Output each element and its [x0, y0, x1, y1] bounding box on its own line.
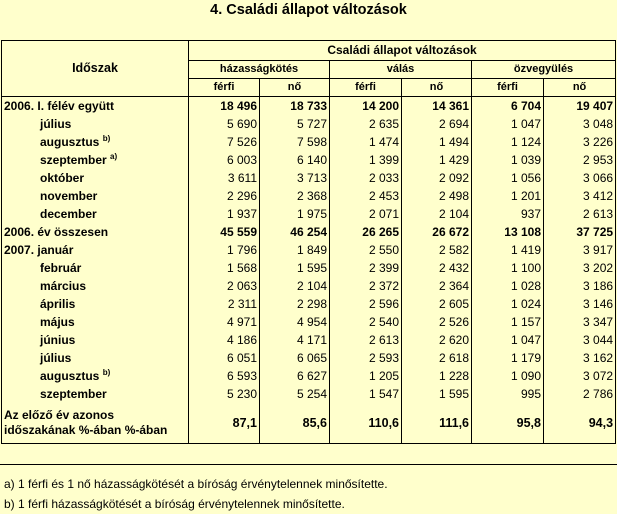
table-row [2, 241, 616, 259]
table-row [2, 133, 616, 151]
data-cell: 1 056 [472, 169, 544, 187]
row-label-text: július [40, 117, 72, 131]
data-cell: 1 100 [472, 259, 544, 277]
data-cell: 2 033 [330, 169, 402, 187]
comparison-cell: 95,8 [472, 403, 544, 444]
data-cell: 7 598 [260, 133, 330, 151]
data-cell: 2 526 [402, 313, 472, 331]
row-label-text: szeptember [40, 153, 107, 167]
data-cell: 7 526 [189, 133, 260, 151]
table-row [2, 205, 616, 223]
data-cell: 2 786 [544, 385, 616, 403]
data-cell: 1 090 [472, 367, 544, 385]
data-cell: 2 635 [330, 115, 402, 133]
data-cell: 6 065 [260, 349, 330, 367]
table-row [2, 367, 616, 385]
data-cell: 2 311 [189, 295, 260, 313]
data-cell: 5 230 [189, 385, 260, 403]
data-cell: 2 063 [189, 277, 260, 295]
data-cell: 6 627 [260, 367, 330, 385]
row-label [2, 205, 189, 223]
footnote-b: b) 1 férfi házasságkötését a bíróság érvénytelennek minősítette. [4, 497, 345, 511]
data-cell: 2 593 [330, 349, 402, 367]
data-cell: 13 108 [472, 223, 544, 241]
row-label-text: 2006. I. félév együtt [4, 99, 115, 113]
row-label [2, 187, 189, 205]
data-cell: 2 596 [330, 295, 402, 313]
data-cell: 5 727 [260, 115, 330, 133]
data-cell: 2 104 [402, 205, 472, 223]
data-cell: 995 [472, 385, 544, 403]
row-label [2, 385, 189, 403]
data-cell: 937 [472, 205, 544, 223]
footnote-marker: a) [110, 152, 118, 161]
comparison-cell: 111,6 [402, 403, 472, 444]
data-cell: 37 725 [544, 223, 616, 241]
comparison-cell: 87,1 [189, 403, 260, 444]
data-cell: 2 298 [260, 295, 330, 313]
data-cell: 3 917 [544, 241, 616, 259]
data-cell: 2 694 [402, 115, 472, 133]
row-label-text: március [40, 279, 87, 293]
row-label-text: július [40, 351, 72, 365]
table-row [2, 169, 616, 187]
data-cell: 3 347 [544, 313, 616, 331]
data-cell: 1 595 [402, 385, 472, 403]
data-cell: 1 039 [472, 151, 544, 169]
table-row [2, 331, 616, 349]
data-cell: 3 066 [544, 169, 616, 187]
data-cell: 1 399 [330, 151, 402, 169]
data-cell: 1 568 [189, 259, 260, 277]
data-cell: 3 202 [544, 259, 616, 277]
category-header-marriage: házasságkötés [189, 61, 330, 79]
data-cell: 1 124 [472, 133, 544, 151]
data-cell: 2 372 [330, 277, 402, 295]
data-cell: 18 733 [260, 97, 330, 116]
data-cell: 4 186 [189, 331, 260, 349]
row-label [2, 97, 189, 116]
data-cell: 6 140 [260, 151, 330, 169]
data-cell: 3 412 [544, 187, 616, 205]
table-row [2, 349, 616, 367]
row-label [2, 295, 189, 313]
data-cell: 2 296 [189, 187, 260, 205]
data-cell: 45 559 [189, 223, 260, 241]
data-cell: 2 399 [330, 259, 402, 277]
data-cell: 3 072 [544, 367, 616, 385]
data-cell: 3 611 [189, 169, 260, 187]
data-cell: 1 429 [402, 151, 472, 169]
row-label [2, 169, 189, 187]
row-label [2, 313, 189, 331]
data-cell: 6 704 [472, 97, 544, 116]
table-title: 4. Családi állapot változások [210, 2, 407, 18]
row-label-text: május [40, 315, 75, 329]
data-cell: 2 071 [330, 205, 402, 223]
data-cell: 3 226 [544, 133, 616, 151]
data-cell: 1 047 [472, 115, 544, 133]
data-cell: 3 146 [544, 295, 616, 313]
subcol-header: nő [402, 79, 472, 97]
row-label-text: április [40, 297, 76, 311]
row-label-text: február [40, 261, 82, 275]
table-row [2, 295, 616, 313]
row-label-text: október [40, 171, 85, 185]
data-cell: 2 605 [402, 295, 472, 313]
comparison-cell: 94,3 [544, 403, 616, 444]
data-cell: 5 254 [260, 385, 330, 403]
subcol-header: férfi [189, 79, 260, 97]
table-row [2, 259, 616, 277]
row-label-text: június [40, 333, 76, 347]
data-cell: 1 796 [189, 241, 260, 259]
comparison-label-line2: időszakának %-ában %-ában [4, 423, 168, 437]
comparison-cell: 110,6 [330, 403, 402, 444]
data-cell: 2 498 [402, 187, 472, 205]
table-row [2, 277, 616, 295]
comparison-cell: 85,6 [260, 403, 330, 444]
data-cell: 1 494 [402, 133, 472, 151]
data-cell: 1 201 [472, 187, 544, 205]
data-cell: 2 432 [402, 259, 472, 277]
data-cell: 1 975 [260, 205, 330, 223]
data-cell: 2 582 [402, 241, 472, 259]
data-cell: 1 937 [189, 205, 260, 223]
data-cell: 26 265 [330, 223, 402, 241]
comparison-label-line1: Az előző év azonos [4, 408, 115, 422]
subcol-header: férfi [472, 79, 544, 97]
group-header: Családi állapot változások [189, 41, 616, 61]
row-label [2, 241, 189, 259]
data-cell: 3 162 [544, 349, 616, 367]
row-label-text: szeptember [40, 387, 107, 401]
row-label-text: december [40, 207, 97, 221]
data-cell: 1 419 [472, 241, 544, 259]
data-cell: 5 690 [189, 115, 260, 133]
category-header-widowhood: özvegyülés [472, 61, 616, 79]
data-cell: 1 595 [260, 259, 330, 277]
data-cell: 6 003 [189, 151, 260, 169]
data-cell: 3 713 [260, 169, 330, 187]
row-label-text: augusztus [40, 135, 100, 149]
data-cell: 2 453 [330, 187, 402, 205]
data-cell: 3 048 [544, 115, 616, 133]
data-cell: 1 474 [330, 133, 402, 151]
data-cell: 14 200 [330, 97, 402, 116]
data-cell: 1 228 [402, 367, 472, 385]
table-row [2, 385, 616, 403]
data-cell: 3 186 [544, 277, 616, 295]
data-cell: 46 254 [260, 223, 330, 241]
footnotes [0, 464, 617, 514]
data-cell: 1 157 [472, 313, 544, 331]
footnote-marker: b) [102, 368, 111, 377]
data-cell: 1 024 [472, 295, 544, 313]
data-cell: 1 028 [472, 277, 544, 295]
row-label [2, 151, 189, 169]
data-cell: 2 104 [260, 277, 330, 295]
footnote-marker: b) [102, 134, 111, 143]
category-header-divorce: válás [330, 61, 472, 79]
data-cell: 2 550 [330, 241, 402, 259]
row-label [2, 115, 189, 133]
data-cell: 2 368 [260, 187, 330, 205]
row-label-text: augusztus [40, 369, 100, 383]
row-label [2, 223, 189, 241]
data-cell: 1 179 [472, 349, 544, 367]
data-cell: 18 496 [189, 97, 260, 116]
data-cell: 1 849 [260, 241, 330, 259]
marital-status-table [1, 40, 616, 444]
data-cell: 2 618 [402, 349, 472, 367]
data-cell: 14 361 [402, 97, 472, 116]
period-header: Időszak [2, 41, 189, 97]
data-cell: 6 593 [189, 367, 260, 385]
table-row [2, 223, 616, 241]
data-cell: 26 672 [402, 223, 472, 241]
table-row [2, 115, 616, 133]
table-row [2, 151, 616, 169]
table-row [2, 97, 616, 116]
data-cell: 4 171 [260, 331, 330, 349]
row-label-text: 2007. január [4, 243, 74, 257]
data-cell: 2 540 [330, 313, 402, 331]
row-label [2, 367, 189, 385]
row-label-text: 2006. év összesen [4, 225, 109, 239]
data-cell: 2 953 [544, 151, 616, 169]
comparison-label [2, 403, 189, 444]
data-cell: 2 620 [402, 331, 472, 349]
row-label [2, 349, 189, 367]
row-label [2, 277, 189, 295]
subcol-header: nő [260, 79, 330, 97]
data-cell: 19 407 [544, 97, 616, 116]
table-row [2, 187, 616, 205]
data-cell: 3 044 [544, 331, 616, 349]
subcol-header: férfi [330, 79, 402, 97]
data-cell: 1 205 [330, 367, 402, 385]
data-cell: 4 954 [260, 313, 330, 331]
comparison-row [2, 403, 616, 444]
data-cell: 2 613 [330, 331, 402, 349]
row-label [2, 133, 189, 151]
data-cell: 2 364 [402, 277, 472, 295]
row-label-text: november [40, 189, 98, 203]
data-cell: 1 547 [330, 385, 402, 403]
footnote-a: a) 1 férfi és 1 nő házasságkötését a bíróság érvénytelennek minősítette. [4, 477, 388, 491]
data-cell: 1 047 [472, 331, 544, 349]
data-cell: 4 971 [189, 313, 260, 331]
row-label [2, 259, 189, 277]
data-cell: 6 051 [189, 349, 260, 367]
data-cell: 2 092 [402, 169, 472, 187]
data-cell: 2 613 [544, 205, 616, 223]
row-label [2, 331, 189, 349]
subcol-header: nő [544, 79, 616, 97]
table-row [2, 313, 616, 331]
